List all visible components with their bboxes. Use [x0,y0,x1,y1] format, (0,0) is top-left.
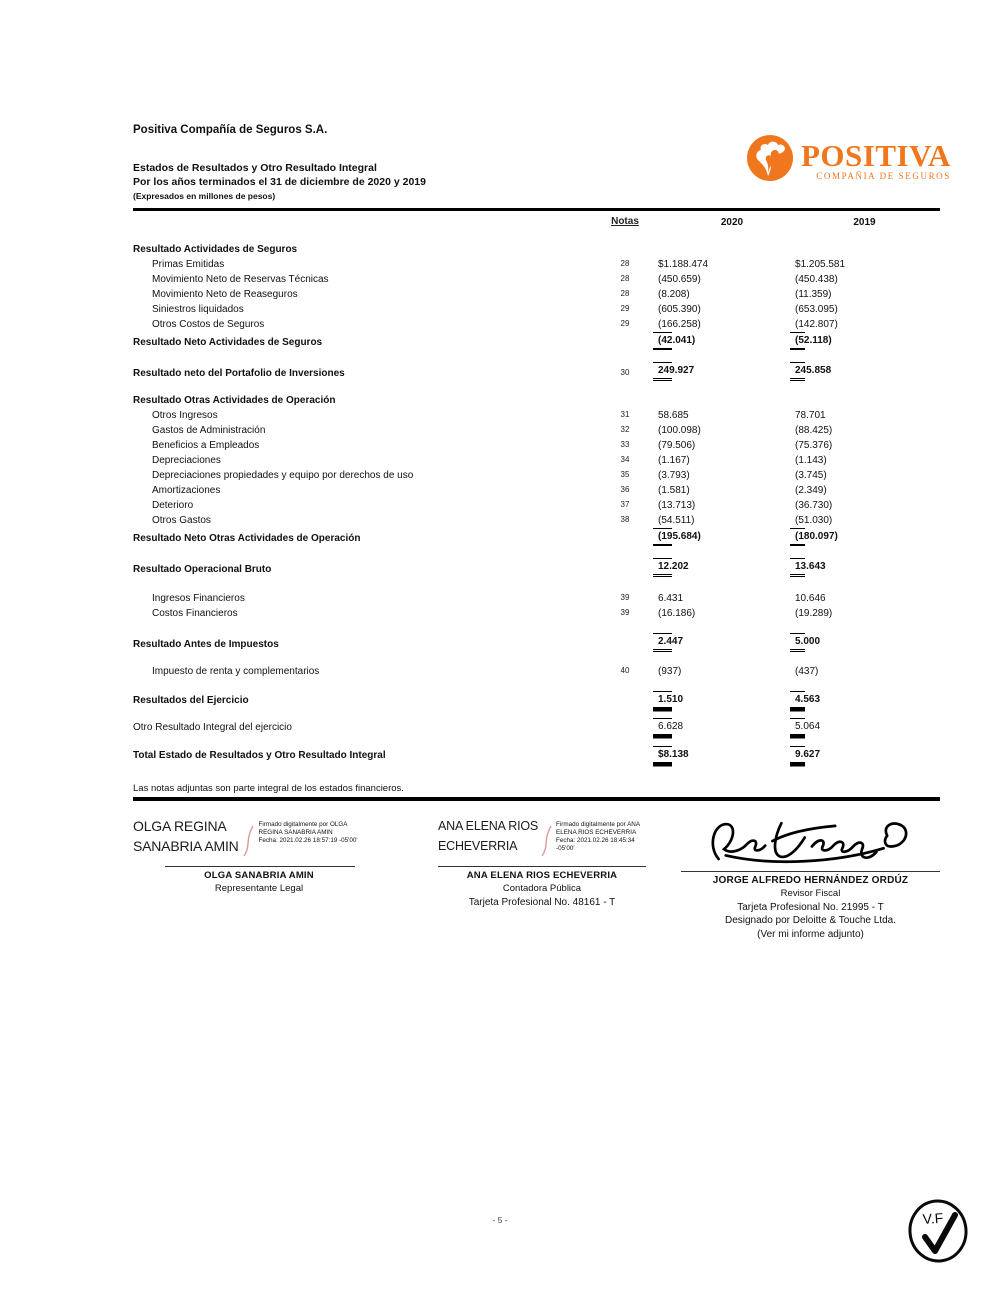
row-value [653,498,696,513]
line-item-row [133,317,922,332]
amount: 6.431 [658,593,684,604]
row-label: Movimiento Neto de Reservas Técnicas [152,274,329,285]
row-value [790,453,827,468]
row-value [790,257,846,272]
row-value [790,528,838,546]
row-nota: 38 [620,515,630,524]
document-header [133,124,693,201]
amount: 6.628 [658,721,684,732]
amount: 2.447 [658,636,684,647]
line-item-row [133,408,922,423]
row-nota: 34 [620,455,630,464]
amount: (450.438) [795,274,838,285]
statement-period: Por los años terminados el 31 de diciembre de 2020 y 2019 [133,176,426,188]
row-nota: 36 [620,485,630,494]
currency-symbol: $ [795,259,801,270]
row-nota: 35 [620,470,630,479]
row-nota [597,545,653,546]
row-label: Amortizaciones [152,485,221,496]
row-label: Resultado Antes de Impuestos [133,639,279,650]
row-value [790,691,821,708]
digital-signature-note: Firmado digitalmente por OLGA REGINA SANABRIA AMIN [258,821,348,836]
digital-signature-date: Fecha: 2021.02.26 18:45:34 -05'00' [556,837,635,852]
line-item-row [133,272,922,287]
line-item-row [133,606,922,621]
footer-divider [133,797,940,801]
line-item-row [133,591,922,606]
header-divider [133,208,940,211]
amount: 13.643 [795,561,826,572]
row-label: Resultado Operacional Bruto [133,564,272,575]
row-nota: 28 [620,259,630,268]
row-value [653,317,701,332]
row-value [653,633,684,652]
total-row [133,718,922,735]
row-nota: 37 [620,500,630,509]
amount: (166.258) [658,319,701,330]
amount: (1.143) [795,455,827,466]
row-label: Gastos de Administración [152,425,266,436]
row-value [790,483,827,498]
row-label: Ingresos Financieros [152,593,245,604]
row-spacer [133,708,922,718]
row-nota: 40 [620,666,630,675]
digital-signer-name-line2: ECHEVERRIA [438,839,518,853]
logo-name: POSITIVA [801,137,951,173]
row-spacer [133,621,922,633]
row-spacer [133,381,922,394]
row-nota: 29 [620,304,630,313]
row-label: Resultado neto del Portafolio de Inversiones [133,368,345,379]
row-value [790,332,832,350]
amount: 1.510 [658,694,684,705]
row-nota: 28 [620,289,630,298]
signer-appointment: Designado por Deloitte & Touche Ltda. [724,915,897,926]
row-value [653,362,695,381]
amount: (11.359) [795,289,832,300]
row-value [790,606,833,621]
row-value [653,408,689,423]
company-name: Positiva Compañía de Seguros S.A. [133,124,328,136]
amount: (653.095) [795,304,838,315]
row-nota: 31 [620,410,630,419]
income-statement-table [133,215,922,763]
amount: (52.118) [795,335,832,346]
amount: 245.858 [795,365,832,376]
statement-table-body [133,243,922,763]
total-row [133,362,922,381]
signature-line [165,866,355,867]
amount: (88.425) [795,425,833,436]
column-header-2020: 2020 [720,217,744,228]
logo-wordmark [801,137,951,181]
digital-signature-mark-icon [540,824,554,863]
total-row [133,528,922,546]
row-label: Beneficios a Empleados [152,440,260,451]
statement-title: Estados de Resultados y Otro Resultado Integral [133,162,377,174]
signer-role: Revisor Fiscal [780,888,841,899]
line-item-row [133,302,922,317]
signature-block-accountant [438,816,646,908]
amount: (42.041) [658,335,696,346]
line-item-row [133,257,922,272]
row-nota [597,651,653,652]
row-value [653,332,696,350]
line-item-row [133,453,922,468]
signer-role: Representante Legal [214,883,304,894]
digital-signer-name-line1: OLGA REGINA [133,818,227,834]
row-label: Resultado Actividades de Seguros [133,244,298,255]
amount: 1.205.581 [800,259,846,270]
row-value [790,468,827,483]
row-label: Primas Emitidas [152,259,225,270]
total-row [133,332,922,350]
row-value [653,287,690,302]
row-value [653,718,684,735]
amount: (437) [795,666,819,677]
row-label: Movimiento Neto de Reaseguros [152,289,298,300]
row-label: Otros Ingresos [152,410,218,421]
row-spacer [133,679,922,691]
amount: 5.064 [795,721,821,732]
line-item-row [133,664,922,679]
row-value [653,558,689,577]
row-value [653,528,701,546]
digital-signer-name-line1: ANA ELENA RIOS [438,819,539,833]
row-value [790,317,838,332]
positiva-swirl-icon [746,134,794,187]
amount: (605.390) [658,304,701,315]
currency-note: (Expresados en millones de pesos) [133,191,276,201]
section-header-row [133,243,922,257]
row-nota: 39 [620,608,630,617]
total-row [133,633,922,652]
row-value [790,423,833,438]
row-label: Costos Financieros [152,608,238,619]
row-value [790,362,832,381]
line-item-row [133,438,922,453]
row-label: Resultados del Ejercicio [133,695,249,706]
signature-block-auditor [681,816,940,940]
row-value [790,591,826,606]
row-label: Resultado Otras Actividades de Operación [133,395,336,406]
row-nota [597,707,653,708]
amount: 10.646 [795,593,826,604]
row-value [790,438,833,453]
amount: (142.807) [795,319,838,330]
row-nota: 29 [620,319,630,328]
line-item-row [133,513,922,528]
digital-signature-date: Fecha: 2021.02.26 18:57:19 -05'00' [258,837,358,844]
row-value [653,606,696,621]
row-value [653,746,689,763]
line-item-row [133,483,922,498]
row-value [790,513,833,528]
section-header-row [133,394,922,408]
amount: (100.098) [658,425,701,436]
row-label: Depreciaciones propiedades y equipo por derechos de uso [152,470,414,481]
currency-symbol: $ [658,749,664,760]
amount: (1.581) [658,485,690,496]
amount: 78.701 [795,410,826,421]
signer-printed-name: ANA ELENA RIOS ECHEVERRIA [466,870,618,881]
amount: 8.138 [663,749,689,760]
row-label: Resultado Neto Actividades de Seguros [133,337,323,348]
amount: 12.202 [658,561,689,572]
row-value [653,664,682,679]
currency-symbol: $ [658,259,664,270]
row-nota: 32 [620,425,630,434]
amount: (3.745) [795,470,827,481]
row-nota: 39 [620,593,630,602]
amount: (13.713) [658,500,696,511]
row-nota: 28 [620,274,630,283]
row-label: Otro Resultado Integral del ejercicio [133,722,292,733]
row-label: Deterioro [152,500,194,511]
row-value [653,691,684,708]
row-value [653,438,696,453]
row-value [653,257,709,272]
row-value [790,664,819,679]
row-value [653,468,690,483]
digital-signature-note: Firmado digitalmente por ANA ELENA RIOS ECHEVERRIA [556,821,640,836]
vf-approval-stamp [905,1195,971,1272]
row-value [790,633,821,652]
amount: (54.511) [658,515,695,526]
amount: (8.208) [658,289,690,300]
table-header-row [133,215,922,230]
signer-license: Tarjeta Profesional No. 21995 - T [737,901,884,913]
amount: (16.186) [658,608,696,619]
signer-role: Contadora Pública [502,883,582,894]
row-value [653,272,701,287]
logo-tagline: COMPAÑIA DE SEGUROS [816,170,951,181]
amount: (3.793) [658,470,690,481]
signer-printed-name: JORGE ALFREDO HERNÁNDEZ ORDÚZ [712,875,909,886]
line-item-row [133,498,922,513]
amount: 1.188.474 [663,259,709,270]
row-spacer [133,350,922,362]
amount: (75.376) [795,440,833,451]
row-label: Otros Costos de Seguros [152,319,265,330]
row-nota: 30 [620,368,630,377]
amount: 9.627 [795,749,821,760]
line-item-row [133,423,922,438]
row-nota: 33 [620,440,630,449]
row-spacer [133,577,922,591]
signature-line [438,866,646,867]
amount: (19.289) [795,608,833,619]
digital-signature-accountant [438,816,646,863]
row-value [653,302,701,317]
amount: 249.927 [658,365,695,376]
amount: (450.659) [658,274,701,285]
row-value [790,498,833,513]
row-value [790,718,821,735]
row-value [790,287,832,302]
amount: (1.167) [658,455,690,466]
stamp-label: V.F [922,1209,944,1228]
signature-line [681,871,940,872]
digital-signer-name-line2: SANABRIA AMIN [133,838,239,854]
row-spacer [133,652,922,664]
amount: (36.730) [795,500,833,511]
row-value [790,746,821,763]
row-nota [597,734,653,735]
notes-footnote: Las notas adjuntas son parte integral de los estados financieros. [133,783,404,794]
row-spacer [133,735,922,746]
total-row [133,558,922,577]
amount: 4.563 [795,694,821,705]
row-value [653,591,684,606]
amount: (79.506) [658,440,696,451]
signature-block-legal [133,816,385,894]
amount: 58.685 [658,410,689,421]
line-item-row [133,287,922,302]
column-header-notas: Notas [611,216,639,227]
handwritten-signature-icon [681,816,940,868]
total-row [133,691,922,708]
amount: (937) [658,666,682,677]
amount: (51.030) [795,515,833,526]
row-nota [597,576,653,577]
row-value [790,408,826,423]
row-value [790,302,838,317]
row-value [790,558,826,577]
row-value [790,272,838,287]
signer-printed-name: OLGA SANABRIA AMIN [204,870,314,881]
row-value [653,483,690,498]
amount: (2.349) [795,485,827,496]
row-label: Siniestros liquidados [152,304,244,315]
amount: 5.000 [795,636,821,647]
signer-note: (Ver mi informe adjunto) [757,928,864,940]
company-logo [746,134,951,187]
amount: (180.097) [795,531,838,542]
amount: (195.684) [658,531,701,542]
digital-signature-legal [133,816,385,863]
digital-signature-mark-icon [241,824,257,863]
row-label: Depreciaciones [152,455,221,466]
row-label: Total Estado de Resultados y Otro Resultado Integral [133,750,386,761]
page-number: - 5 - [492,1215,508,1225]
total-row [133,746,922,763]
signer-license: Tarjeta Profesional No. 48161 - T [468,896,616,908]
row-nota [597,349,653,350]
row-label: Resultado Neto Otras Actividades de Operación [133,533,361,544]
row-value [653,423,701,438]
row-value [653,513,695,528]
line-item-row [133,468,922,483]
row-label: Impuesto de renta y complementarios [152,666,320,677]
row-spacer [133,546,922,558]
row-label: Otros Gastos [152,515,211,526]
column-header-2019: 2019 [853,217,876,228]
row-value [653,453,690,468]
row-nota [597,762,653,763]
